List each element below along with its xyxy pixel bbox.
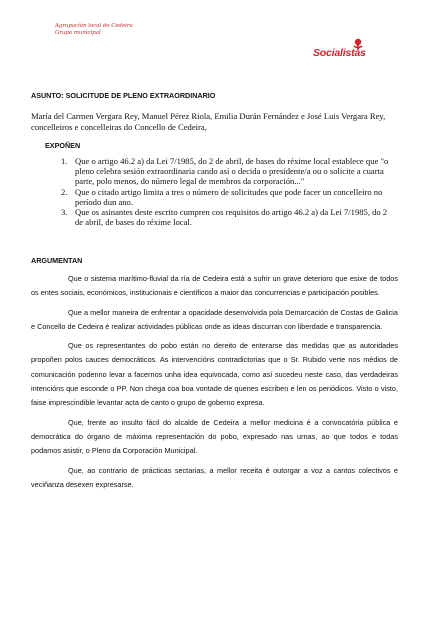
paragraph: Que o sistema marítimo-fluvial da ría de Cedeira está a sufrir un grave deterioro que esixe de todos os entes sociais, económicos, institucionais e científicos a maior das concurrencias e participación posibles. — [31, 274, 398, 298]
socialistas-logo — [313, 36, 373, 64]
list-item-number: 3. — [61, 207, 68, 218]
paragraph: Que, frente ao insulto fácil do alcalde de Cedeira a mellor medicina é a convocatória pública e democrática do órgano de máxima representación do pobo, expresado nas urnas, ao que todos e todas podamos asistir, o Pleno da Corporación Municipal. — [31, 417, 398, 456]
list-item-text: Que os asinantes deste escrito cumpren cos requisitos do artigo 46.2 a) da Lei 7/1985, do 2 de abril, de bases do réxime local. — [75, 207, 388, 228]
argument-body — [31, 272, 398, 497]
authors-paragraph: María del Carmen Vergara Rey, Manuel Pérez Riola, Emilia Durán Fernández e José Luis Vergara Rey, concelleiros e concelleiras do Concello de Cedeira, — [31, 111, 386, 132]
list-item — [61, 207, 396, 227]
org-line-1: Agrupación local de Cedeira — [55, 23, 133, 29]
paragraph: Que, ao contrario de prácticas sectarias, a mellor receita é outorgar a voz a cantos colectivos e veciñanza desexen expresarse. — [31, 465, 398, 489]
subject-line: ASUNTO: SOLICITUDE DE PLENO EXTRAORDINARIO — [31, 91, 216, 100]
list-item — [61, 187, 396, 207]
list-item-number: 2. — [61, 186, 68, 197]
paragraph: Que os representantes do pobo están no dereito de enterarse das medidas que as autoridades propoñen polos cauces democráticos. As intervencións contradictorias que o Sr. Rubido verte nos médios de comunicación podenno levar a facernos unha idea equivocada, como así sucedeu neste caso, das verdadeiras intencións que esconde o PP. Non chega coa boa vontade de quenes escriben e len os periódicos. Visto o visto, faise imprescindible levantar acta de canto o grupo de goberno expresa. — [31, 341, 398, 408]
paragraph: Que a mellor maneira de enfrentar a opacidade desenvolvida pola Demarcación de Costas de Galicia e Concello de Cedeira é realizar actividades públicas onde as ideas discurran con liberdade e transparencia. — [31, 307, 398, 331]
list-item-number: 1. — [61, 156, 68, 166]
exponen-list — [61, 156, 396, 227]
list-item-text: Que o citado artigo limita a tres o número de solicitudes que pode facer un concelleiro no período dun ano. — [75, 186, 383, 207]
exponen-heading: EXPOÑEN — [45, 141, 81, 150]
list-item-text: Que o artigo 46.2 a) da Lei 7/1985, do 2 de abril, de bases do réxime local establece que "o pleno celebra sesión extraordinaria cando así o decida o presidente/a ou o solicite a cuarta parte, polo menos, do número legal de membros da corporación..." — [75, 156, 389, 187]
list-item — [61, 156, 396, 187]
logo-text: Socialistas — [313, 47, 366, 59]
argumentan-heading: ARGUMENTAN — [31, 256, 83, 265]
organization-name — [55, 23, 133, 37]
org-line-2: Grupo municipal — [55, 30, 101, 36]
